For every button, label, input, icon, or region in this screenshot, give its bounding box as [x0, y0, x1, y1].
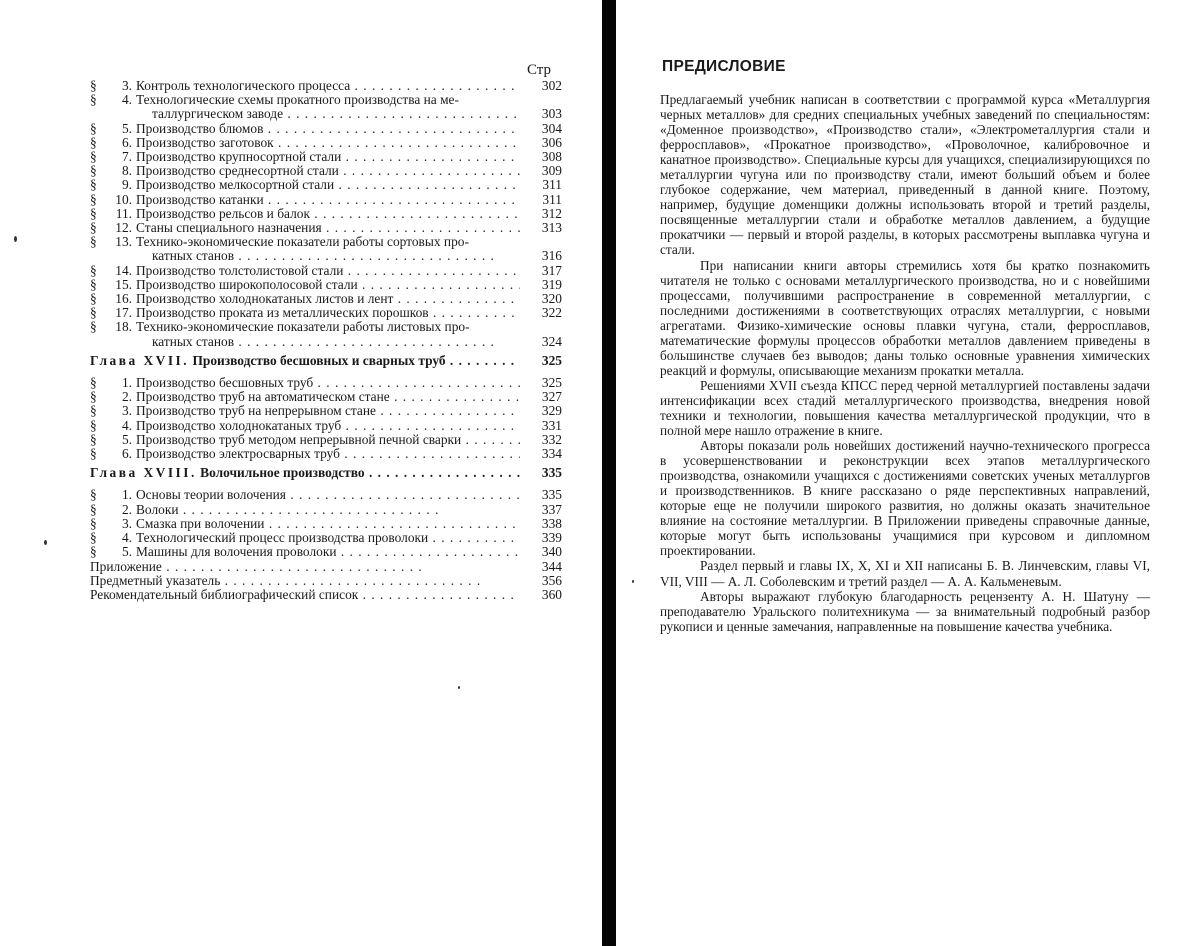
- toc-entry-title: Приложение . .: [90, 560, 520, 574]
- toc-entry-title: Производство холоднокатаных листов и лент . .: [136, 292, 520, 306]
- toc-page-number: 304: [541, 120, 562, 136]
- scan-speck: [44, 540, 47, 545]
- toc-entry-title: Производство бесшовных труб . .: [136, 376, 520, 390]
- section-number: 18.: [115, 319, 132, 335]
- toc-entry-title: Производство труб на автоматическом стане . .: [136, 390, 520, 404]
- scan-speck: [632, 580, 634, 583]
- toc-entry-title: катных станов . .: [136, 249, 520, 263]
- toc-page-number: 309: [541, 163, 562, 179]
- toc-entry-title: Технико-экономические показатели работы сортовых про-: [136, 235, 469, 250]
- section-number: 11.: [115, 205, 132, 221]
- toc-section-row: [90, 235, 562, 249]
- toc-entry-title: Производство блюмов . .: [136, 122, 520, 136]
- section-sign: §: [90, 530, 97, 546]
- toc-page-number: 332: [541, 431, 562, 447]
- section-sign: §: [90, 515, 97, 531]
- toc-section-row: [90, 404, 562, 418]
- toc-page-number: 313: [541, 220, 562, 236]
- toc-chapter-label: Глава XVII.: [90, 353, 190, 368]
- toc-section-row: [90, 320, 562, 334]
- toc-entry-title: Производство электросварных труб . .: [136, 447, 520, 461]
- toc-entry-title: Производство мелкосортной стали . .: [136, 178, 520, 192]
- toc-chapter-title: [90, 354, 520, 368]
- toc-page-number: 320: [541, 291, 562, 307]
- toc-page-number: 308: [541, 149, 562, 165]
- preface-paragraph: Решениями XVII съезда КПСС перед черной металлургией поставлены задачи интенсификации всех стадий металлургического производства, внедрения новой техники и технологии, повышения качества металлургической продукции, что в полной мере нашло отражение в книге.: [660, 377, 1150, 439]
- section-number: 3.: [121, 515, 132, 531]
- toc-chapter-row: [90, 466, 562, 480]
- toc-page-number: 344: [541, 558, 562, 574]
- section-sign: §: [90, 262, 97, 278]
- preface-paragraph: Раздел первый и главы IX, X, XI и XII написаны Б. В. Линчевским, главы VI, VII, VIII — А. Л. Соболевским и третий раздел — А. А. Кальменевым.: [660, 558, 1150, 589]
- toc-entry-title: Основы теории волочения . .: [136, 488, 520, 502]
- section-sign: §: [90, 276, 97, 292]
- toc-entry-title: Рекомендательный библиографический список . .: [90, 588, 520, 602]
- section-sign: §: [90, 220, 97, 236]
- section-number: 17.: [115, 305, 132, 321]
- toc-page-number: 340: [541, 544, 562, 560]
- toc-page-number: 327: [541, 389, 562, 405]
- toc-section-row: [90, 488, 562, 502]
- toc-section-row: [90, 292, 562, 306]
- toc-page-number: 311: [542, 191, 562, 207]
- toc-entry-title: Предметный указатель . .: [90, 574, 520, 588]
- toc-page-number: 317: [541, 262, 562, 278]
- page-column-header: Стр: [527, 62, 552, 78]
- toc-appendix-row: [90, 560, 562, 574]
- section-sign: §: [90, 403, 97, 419]
- toc-entry-title: Производство рельсов и балок . .: [136, 207, 520, 221]
- toc-page-number: 316: [541, 248, 562, 264]
- section-sign: §: [90, 417, 97, 433]
- toc-section-row: [90, 136, 562, 150]
- toc-entry-title: Производство труб методом непрерывной печной сварки . .: [136, 433, 520, 447]
- toc-section-row: [90, 93, 562, 107]
- section-sign: §: [90, 78, 97, 93]
- section-number: 5.: [121, 431, 132, 447]
- toc-section-row: [90, 447, 562, 461]
- toc-chapter-name: Волочильное производство: [200, 466, 365, 481]
- toc-section-row: [90, 178, 562, 192]
- toc-section-row: [90, 150, 562, 164]
- toc-chapter-name: Производство бесшовных и сварных труб: [192, 353, 446, 368]
- section-sign: §: [90, 544, 97, 560]
- toc-page-number: 311: [542, 177, 562, 193]
- toc-entry-title: Станы специального назначения . .: [136, 221, 520, 235]
- section-number: 1.: [121, 375, 132, 391]
- toc-section-row: [90, 419, 562, 433]
- toc-page-number: 335: [541, 465, 562, 481]
- toc-page-number: 360: [541, 586, 562, 602]
- toc-entry-title: Производство крупносортной стали . .: [136, 150, 520, 164]
- toc-chapter-label: Глава XVIII.: [90, 466, 197, 481]
- toc-page-number: 302: [541, 78, 562, 93]
- section-sign: §: [90, 501, 97, 517]
- toc-page-number: 312: [541, 205, 562, 221]
- section-sign: §: [90, 291, 97, 307]
- section-number: 5.: [121, 120, 132, 136]
- toc-entry-title: таллургическом заводе . .: [136, 107, 520, 121]
- section-sign: §: [90, 389, 97, 405]
- toc-entry-title: Производство заготовок . .: [136, 136, 520, 150]
- toc-section-row: [90, 306, 562, 320]
- section-number: 4.: [121, 417, 132, 433]
- toc-section-row: [90, 531, 562, 545]
- right-page-preface: [616, 0, 1200, 946]
- toc-page-number: 306: [541, 134, 562, 150]
- toc-page-number: 335: [541, 487, 562, 503]
- toc-entry-title: Машины для волочения проволоки . .: [136, 545, 520, 559]
- section-number: 7.: [121, 149, 132, 165]
- toc-entry-title: Производство широкополосовой стали . .: [136, 278, 520, 292]
- scan-speck: [14, 236, 17, 242]
- toc-entry-title: Производство труб на непрерывном стане . .: [136, 404, 520, 418]
- toc-section-row: [90, 278, 562, 292]
- toc-page-number: 338: [541, 515, 562, 531]
- toc-section-row: [90, 545, 562, 559]
- toc-entry-title: Производство катанки . .: [136, 193, 520, 207]
- toc-section-row: [90, 249, 562, 263]
- preface-paragraph: Авторы выражают глубокую благодарность рецензенту А. Н. Шатуну — преподавателю Уральского политехникума — за внимательный подробный разбор рукописи и ценные замечания, направленные на повышение качества учебника.: [660, 588, 1150, 634]
- preface-paragraph: Предлагаемый учебник написан в соответствии с программой курса «Металлургия черных металлов» для средних специальных учебных заведений по специальностям: «Доменное производство», «Производство стали», «Электрометаллургия стали и ферросплавов», «Прокатное производство», «Проволочное, калибровочное и канатное производство». Специальные курсы для учащихся, специализирующихся по металлургии чугуна или по производству стали, имеют больший объем и более глубокое содержание, чем материал, приведенный в данной книге. Поэтому, например, будущие доменщики должны использовать второй и третий разделы, посвященные металлургии стали и обработке металлов давлением, а будущие прокатчики — первый и второй разделы, в которых рассмотрены выплавка чугуна и стали.: [660, 92, 1150, 258]
- toc-entry-title: Производство толстолистовой стали . .: [136, 264, 520, 278]
- toc-section-row: [90, 390, 562, 404]
- section-sign: §: [90, 205, 97, 221]
- section-sign: §: [90, 431, 97, 447]
- section-sign: §: [90, 487, 97, 503]
- toc-section-row: [90, 376, 562, 390]
- toc-entry-title: Технологический процесс производства проволоки . .: [136, 531, 520, 545]
- toc-section-row: [90, 193, 562, 207]
- toc-page-number: 331: [541, 417, 562, 433]
- section-number: 9.: [121, 177, 132, 193]
- toc-section-row: [90, 503, 562, 517]
- toc-page-number: 356: [541, 572, 562, 588]
- toc-section-row: [90, 207, 562, 221]
- toc-entry-title: Производство проката из металлических порошков . .: [136, 306, 520, 320]
- section-sign: §: [90, 134, 97, 150]
- section-number: 4.: [121, 92, 132, 108]
- toc-page-number: 325: [541, 352, 562, 368]
- toc-appendix-row: [90, 588, 562, 602]
- section-number: 8.: [121, 163, 132, 179]
- section-sign: §: [90, 319, 97, 335]
- toc-section-row: [90, 517, 562, 531]
- preface-paragraph: При написании книги авторы стремились хотя бы кратко познакомить читателя не только с основами металлургического производства, но и с новейшими процессами, получившими распространение в современной металлургии, с последними достижениями в соответствующих отраслях металлургии, с новыми агрегатами. Физико-химические основы плавки чугуна, стали, ферросплавов, математические формулы процессов обработки металлов давлением приведены в большинстве случаев без выводов; даны только основные уравнения химических реакций и формулы, описывающие механизм прокатки металла.: [660, 257, 1150, 378]
- section-number: 14.: [115, 262, 132, 278]
- section-number: 4.: [121, 530, 132, 546]
- section-sign: §: [90, 375, 97, 391]
- toc-page-number: 319: [541, 276, 562, 292]
- section-number: 10.: [115, 191, 132, 207]
- section-number: 2.: [121, 501, 132, 517]
- section-number: 15.: [115, 276, 132, 292]
- scan-speck: [458, 686, 460, 689]
- section-sign: §: [90, 234, 97, 250]
- section-sign: §: [90, 120, 97, 136]
- toc-page-number: 334: [541, 446, 562, 462]
- toc-chapter-row: [90, 354, 562, 368]
- toc-page-number: 337: [541, 501, 562, 517]
- section-number: 3.: [121, 403, 132, 419]
- toc-entry-title: Волоки . .: [136, 503, 520, 517]
- toc-page-number: 325: [541, 375, 562, 391]
- section-number: 13.: [115, 234, 132, 250]
- section-sign: §: [90, 92, 97, 108]
- toc-entry-title: катных станов . .: [136, 335, 520, 349]
- toc-chapter-title: [90, 466, 520, 480]
- toc-entry-title: Контроль технологического процесса . .: [136, 79, 520, 93]
- preface-paragraph: Авторы показали роль новейших достижений научно-технического прогресса в усовершенствовании и реконструкции всех этапов металлургического производства, ознакомили учащихся с достижениями советских ученых металлургов и производственников. В книге рассказано о ряде перспективных направлений, которые еще не получили широкого развития, но должны оказать значительное влияние на состояние металлургии. В Приложении приведены справочные данные, которые могут быть использованы учащимися при курсовом и дипломном проектировании.: [660, 438, 1150, 559]
- section-number: 5.: [121, 544, 132, 560]
- book-spine-shadow: [602, 0, 616, 946]
- section-number: 16.: [115, 291, 132, 307]
- toc-section-row: [90, 122, 562, 136]
- toc-section-row: [90, 221, 562, 235]
- section-sign: §: [90, 149, 97, 165]
- section-sign: §: [90, 191, 97, 207]
- toc-section-row: [90, 79, 562, 93]
- toc-section-row: [90, 335, 562, 349]
- preface-title: ПРЕДИСЛОВИЕ: [662, 58, 786, 75]
- toc-section-row: [90, 264, 562, 278]
- toc-section-row: [90, 107, 562, 121]
- section-number: 3.: [121, 78, 132, 93]
- toc-entry-title: Производство среднесортной стали . .: [136, 164, 520, 178]
- toc-page-number: 324: [541, 333, 562, 349]
- toc-page-number: 322: [541, 305, 562, 321]
- section-sign: §: [90, 177, 97, 193]
- toc-section-row: [90, 433, 562, 447]
- toc-list: [90, 79, 562, 602]
- section-number: 6.: [121, 446, 132, 462]
- section-number: 1.: [121, 487, 132, 503]
- section-sign: §: [90, 305, 97, 321]
- section-sign: §: [90, 163, 97, 179]
- preface-body: [660, 92, 1150, 634]
- toc-page-number: 303: [541, 106, 562, 122]
- section-number: 2.: [121, 389, 132, 405]
- toc-page-number: 339: [541, 530, 562, 546]
- toc-entry-title: Технико-экономические показатели работы листовых про-: [136, 320, 470, 335]
- toc-appendix-row: [90, 574, 562, 588]
- toc-page-number: 329: [541, 403, 562, 419]
- toc-entry-title: Технологические схемы прокатного производства на ме-: [136, 93, 459, 108]
- toc-section-row: [90, 164, 562, 178]
- section-number: 12.: [115, 220, 132, 236]
- section-number: 6.: [121, 134, 132, 150]
- toc-entry-title: Смазка при волочении . .: [136, 517, 520, 531]
- section-sign: §: [90, 446, 97, 462]
- toc-entry-title: Производство холоднокатаных труб . .: [136, 419, 520, 433]
